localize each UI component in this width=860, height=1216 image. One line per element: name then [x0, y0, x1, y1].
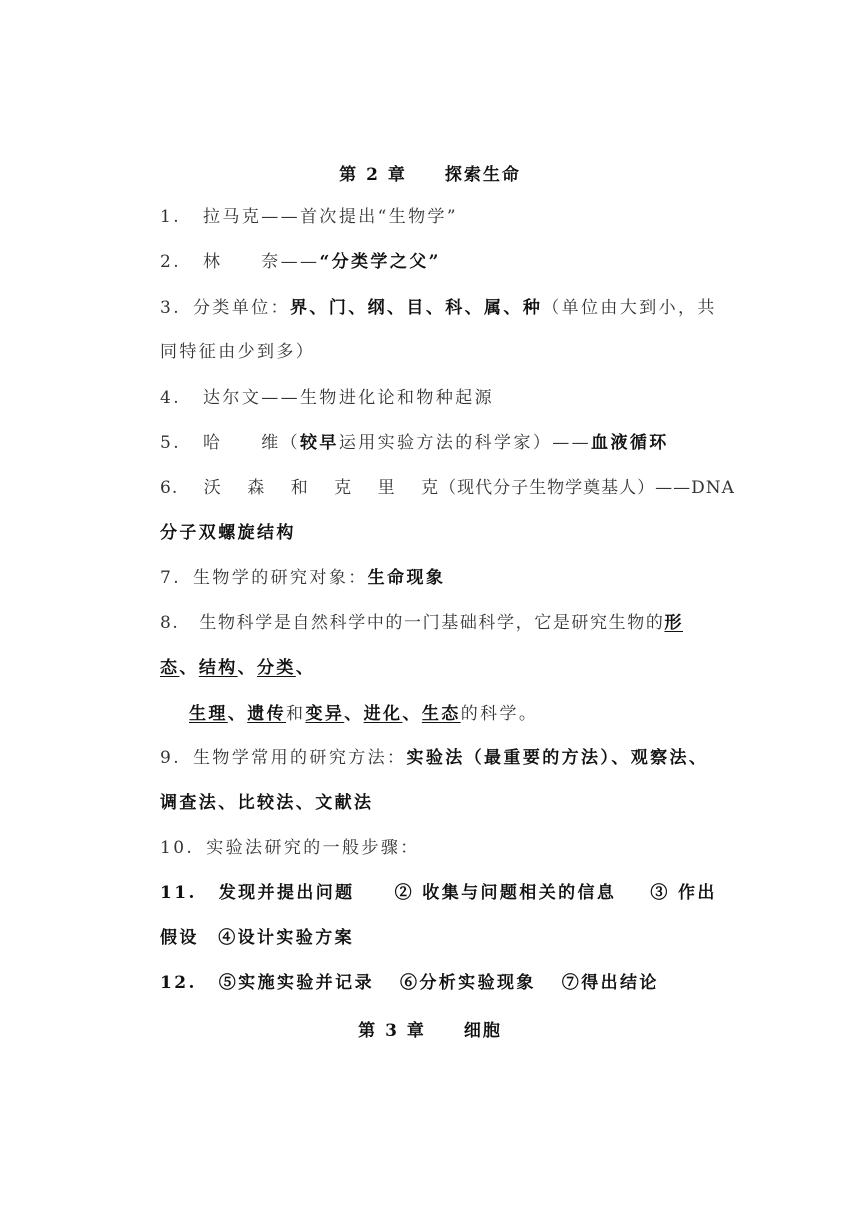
item-12: 12. ⑤实施实验并记录 ⑥分析实验现象 ⑦得出结论: [160, 973, 659, 993]
item-3-continuation: 同特征由少到多）: [160, 342, 316, 362]
item-1: 1. 拉马克——首次提出“生物学”: [160, 207, 459, 227]
item-8: 8. 生物科学是自然科学中的一门基础科学，它是研究生物的形: [160, 613, 684, 633]
item-6: 6. 沃 森 和 克 里 克（现代分子生物学奠基人）——DNA: [160, 478, 735, 498]
item-8-line-3: 生理、遗传和变异、进化、生态的科学。: [189, 704, 539, 724]
item-9: 9. 生物学常用的研究方法：实验法（最重要的方法）、观察法、: [160, 748, 709, 768]
item-7: 7. 生物学的研究对象：生命现象: [160, 568, 446, 588]
item-9-continuation: 调查法、比较法、文献法: [160, 793, 374, 813]
item-2: 2. 林 奈——“分类学之父”: [160, 252, 441, 272]
item-5: 5. 哈 维（较早运用实验方法的科学家）——血液循环: [160, 433, 669, 453]
chapter-2-title: 第 2 章 探索生命: [339, 165, 521, 185]
item-11: 11. 发现并提出问题 ② 收集与问题相关的信息 ③ 作出: [160, 883, 717, 903]
item-3: 3. 分类单位：界、门、纲、目、科、属、种（单位由大到小，共: [160, 298, 717, 318]
item-4: 4. 达尔文——生物进化论和物种起源: [160, 388, 495, 408]
chapter-3-title: 第 3 章 细胞: [358, 1021, 502, 1041]
item-10: 10. 实验法研究的一般步骤：: [160, 838, 420, 858]
item-6-continuation: 分子双螺旋结构: [160, 523, 296, 543]
item-8-line-2: 态、结构、分类、: [160, 658, 316, 678]
item-11-continuation: 假设 ④设计实验方案: [160, 928, 354, 948]
